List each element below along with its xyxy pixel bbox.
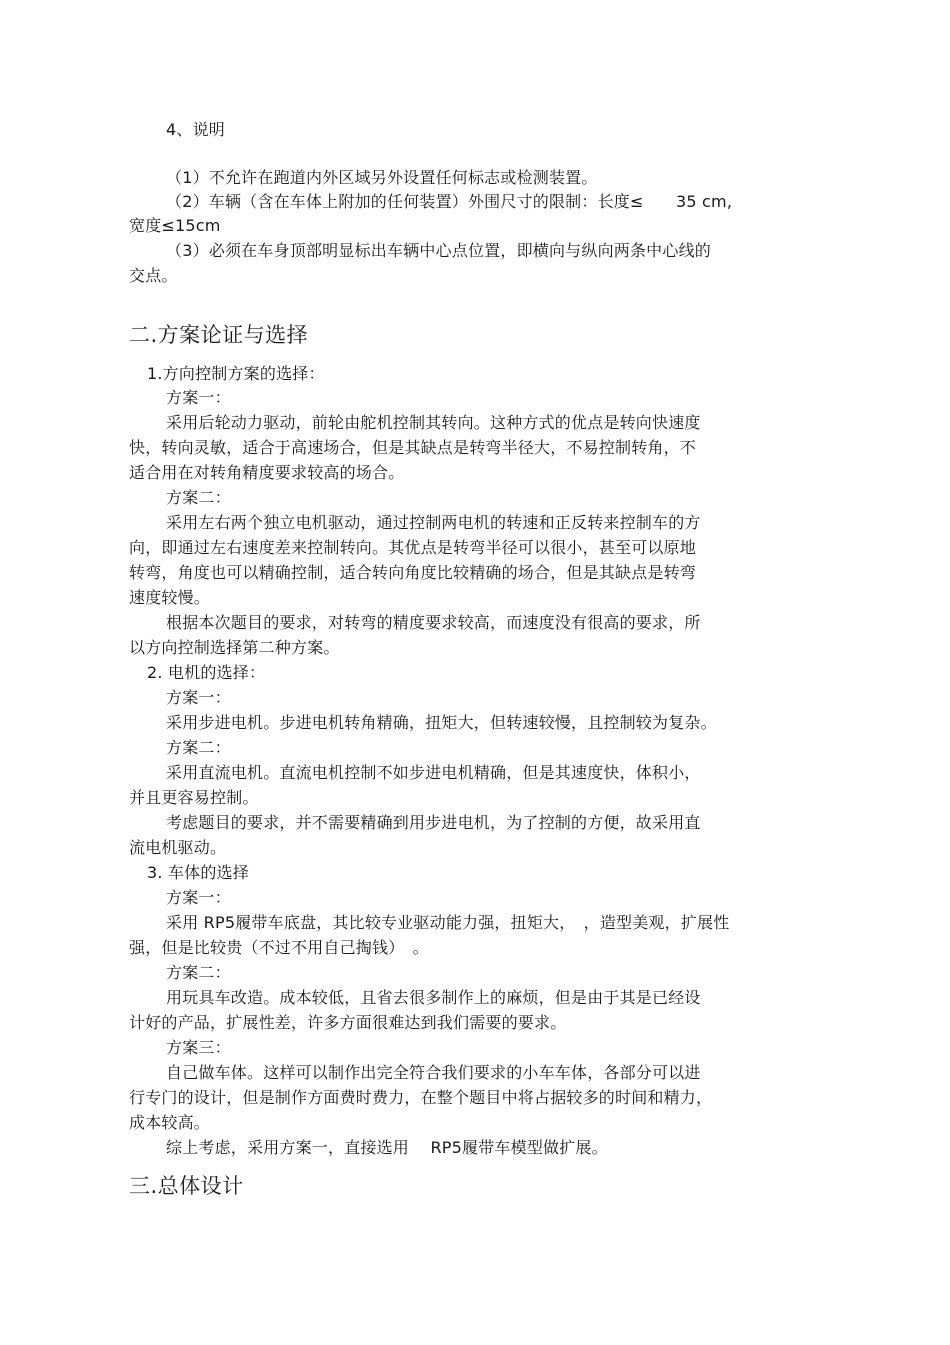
direction-plan-1-line-3: 适合用在对转角精度要求较高的场合。 [129,463,405,482]
motor-heading: 2. 电机的选择： [147,663,266,682]
intro-heading: 4、说明 [166,120,225,139]
body-plan-3-line-1: 自己做车体。这样可以制作出完全符合我们要求的小车车体，各部分可以进 [166,1063,701,1082]
direction-plan-1-label: 方案一： [166,388,231,407]
intro-note-3-line-2: 交点。 [129,266,178,285]
body-plan-3-line-2: 行专门的设计，但是制作方面费时费力，在整个题目中将占据较多的时间和精力， [129,1088,713,1107]
direction-plan-2-label: 方案二： [166,488,231,507]
motor-plan-1-line-1: 采用步进电机。步进电机转角精确，扭矩大，但转速较慢，且控制较为复杂。 [166,713,717,732]
direction-plan-2-line-1: 采用左右两个独立电机驱动，通过控制两电机的转速和正反转来控制车的方 [166,513,701,532]
body-heading: 3. 车体的选择 [147,863,249,882]
direction-conclusion-line-2: 以方向控制选择第二种方案。 [129,638,340,657]
direction-plan-1-line-2: 快，转向灵敏，适合于高速场合，但是其缺点是转弯半径大，不易控制转角，不 [129,438,697,457]
motor-plan-2-line-1: 采用直流电机。直流电机控制不如步进电机精确，但是其速度快，体积小， [166,763,701,782]
section-3-title: 三.总体设计 [129,1174,244,1198]
intro-note-3-line-1: （3）必须在车身顶部明显标出车辆中心点位置，即横向与纵向两条中心线的 [166,241,711,260]
body-plan-3-label: 方案三： [166,1038,231,1057]
intro-note-1: （1）不允许在跑道内外区域另外设置任何标志或检测装置。 [166,168,598,187]
body-conclusion-line-1: 综上考虑，采用方案一，直接选用 RP5履带车模型做扩展。 [166,1138,608,1157]
body-plan-2-line-2: 计好的产品，扩展性差，许多方面很难达到我们需要的要求。 [129,1013,567,1032]
direction-plan-2-line-4: 速度较慢。 [129,588,211,607]
direction-plan-2-line-2: 向，即通过左右速度差来控制转向。其优点是转弯半径可以很小，甚至可以原地 [129,538,697,557]
body-plan-1-line-2: 强，但是比较贵（不过不用自己掏钱） 。 [129,938,429,957]
body-plan-2-line-1: 用玩具车改造。成本较低，且省去很多制作上的麻烦，但是由于其是已经设 [166,988,701,1007]
direction-plan-1-line-1: 采用后轮动力驱动，前轮由舵机控制其转向。这种方式的优点是转向快速度 [166,413,701,432]
body-plan-2-label: 方案二： [166,963,231,982]
motor-plan-2-line-2: 并且更容易控制。 [129,788,259,807]
motor-plan-2-label: 方案二： [166,738,231,757]
body-plan-3-line-3: 成本较高。 [129,1113,211,1132]
intro-note-2-line-2: 宽度≤15cm [129,216,221,235]
motor-conclusion-line-2: 流电机驱动。 [129,838,227,857]
section-2-title: 二.方案论证与选择 [129,323,309,347]
motor-plan-1-label: 方案一： [166,688,231,707]
direction-heading: 1.方向控制方案的选择： [147,364,325,383]
direction-conclusion-line-1: 根据本次题目的要求，对转弯的精度要求较高，而速度没有很高的要求，所 [166,613,701,632]
body-plan-1-line-1: 采用 RP5履带车底盘，其比较专业驱动能力强，扭矩大， ，造型美观，扩展性 [166,913,730,932]
direction-plan-2-line-3: 转弯，角度也可以精确控制，适合转向角度比较精确的场合，但是其缺点是转弯 [129,563,697,582]
intro-note-2-line-1: （2）车辆（含在车体上附加的任何装置）外围尺寸的限制：长度≤ 35 cm, [166,192,733,211]
body-plan-1-label: 方案一： [166,888,231,907]
motor-conclusion-line-1: 考虑题目的要求，并不需要精确到用步进电机，为了控制的方便，故采用直 [166,813,701,832]
